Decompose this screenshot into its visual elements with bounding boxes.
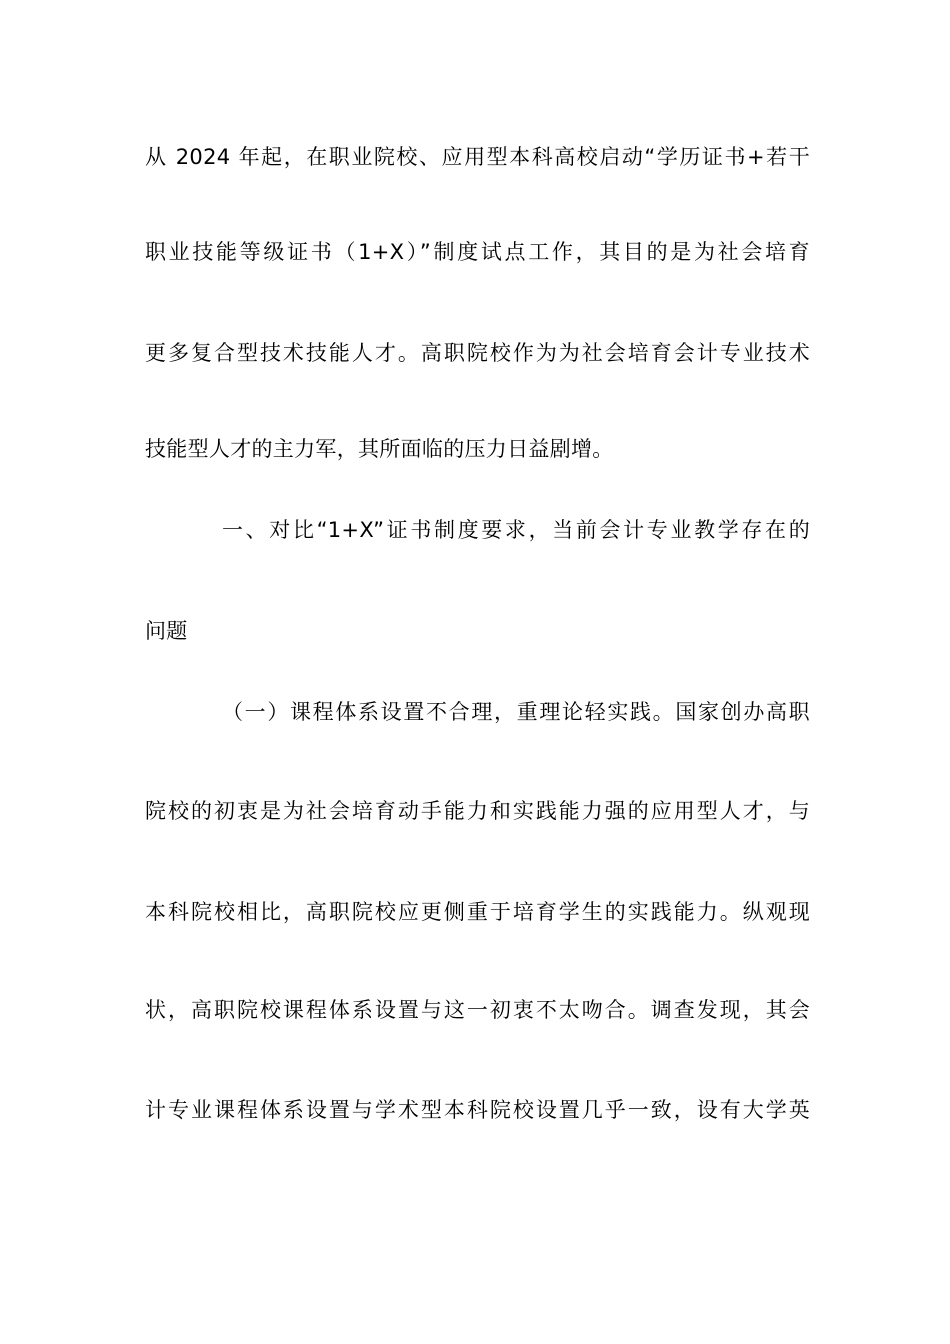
paragraph-2-line-1: （一）课程体系设置不合理，重理论轻实践。国家创办高职 <box>222 700 810 724</box>
paragraph-1-line-2: 职业技能等级证书（1+X）”制度试点工作，其目的是为社会培育 <box>145 240 810 264</box>
paragraph-1-line-1: 从 2024 年起，在职业院校、应用型本科高校启动“学历证书+若干 <box>145 145 810 169</box>
section-heading-line-1: 一、对比“1+X”证书制度要求，当前会计专业教学存在的 <box>222 518 810 542</box>
paragraph-2-line-2: 院校的初衷是为社会培育动手能力和实践能力强的应用型人才，与 <box>145 799 810 823</box>
paragraph-2-line-3: 本科院校相比，高职院校应更侧重于培育学生的实践能力。纵观现 <box>145 900 810 924</box>
paragraph-2-line-4: 状，高职院校课程体系设置与这一初衷不太吻合。调查发现，其会 <box>145 998 810 1022</box>
paragraph-1-line-3: 更多复合型技术技能人才。高职院校作为为社会培育会计专业技术 <box>145 341 810 365</box>
section-heading-line-2: 问题 <box>145 619 188 643</box>
paragraph-1-line-4: 技能型人才的主力军，其所面临的压力日益剧增。 <box>145 437 614 461</box>
paragraph-2-line-5: 计专业课程体系设置与学术型本科院校设置几乎一致，设有大学英 <box>145 1098 810 1122</box>
